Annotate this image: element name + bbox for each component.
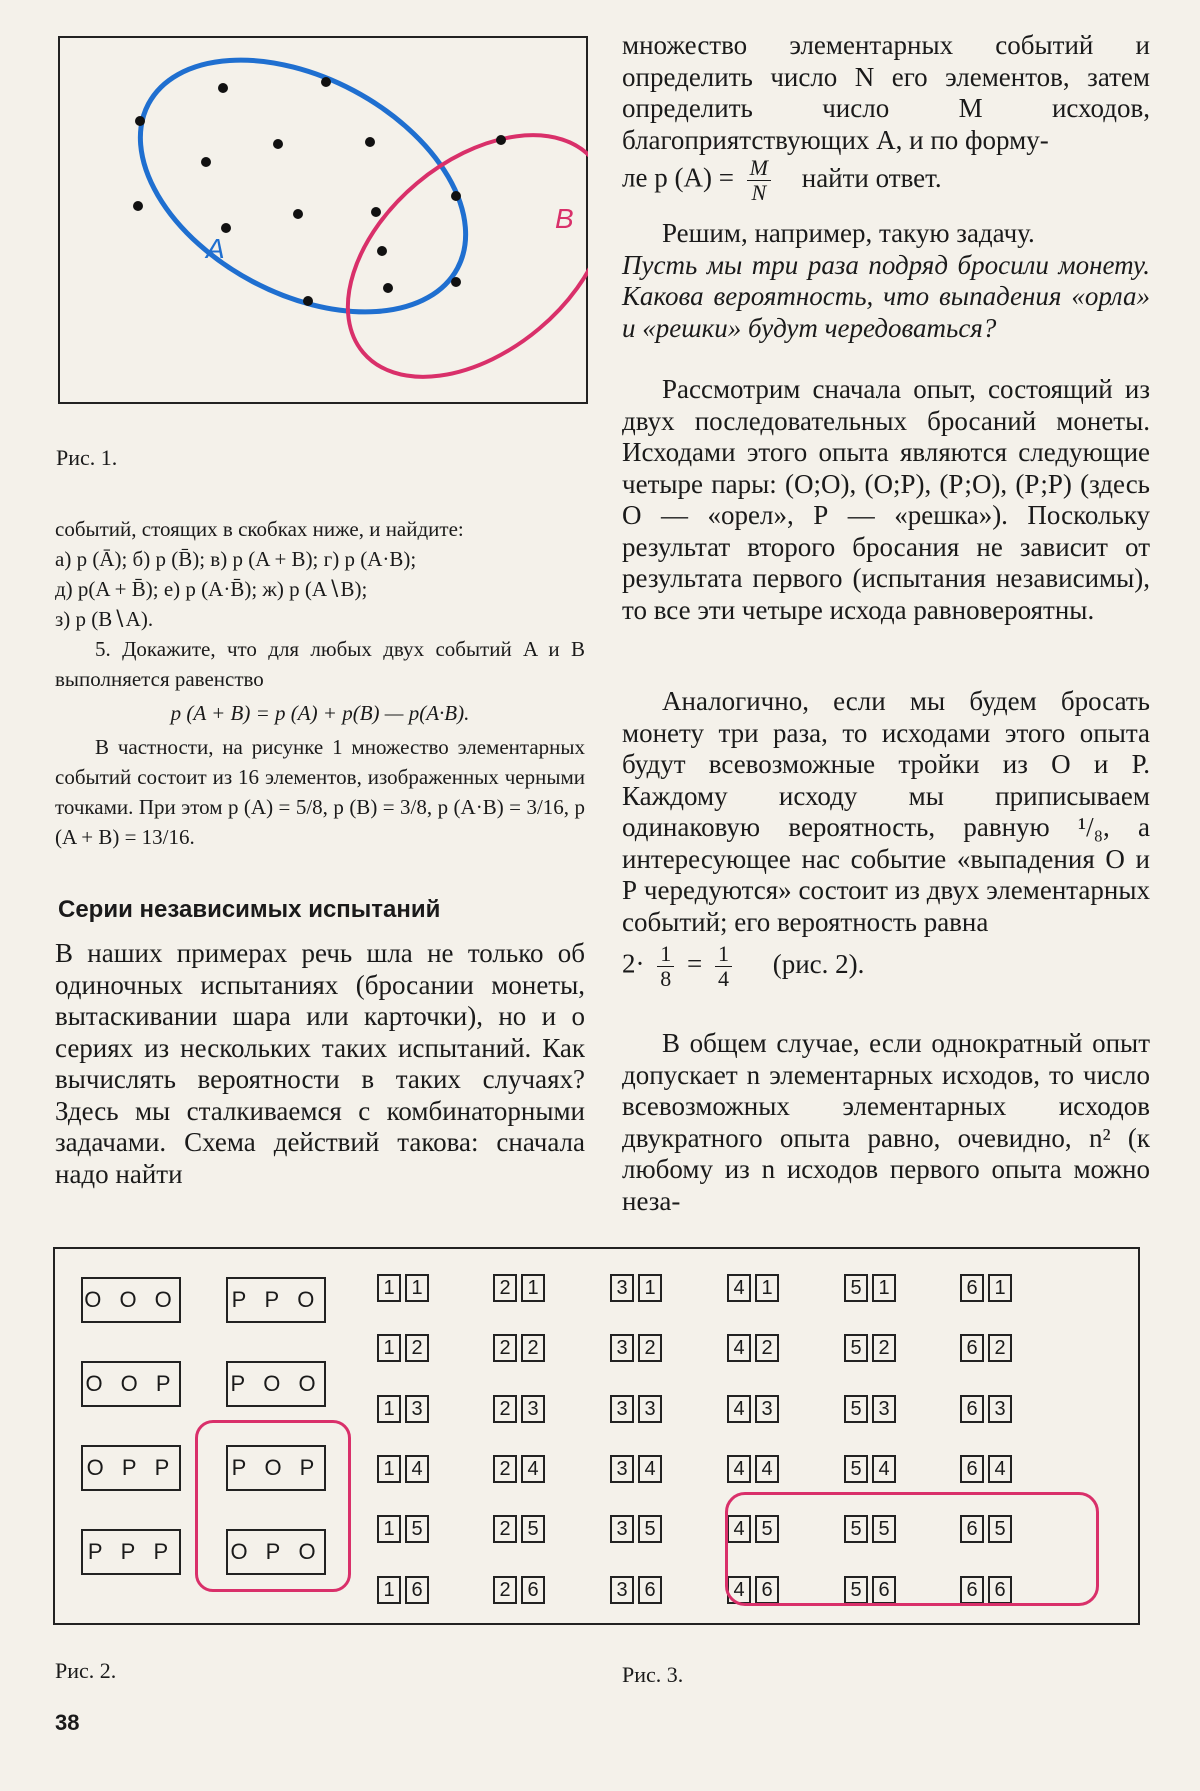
die-first: 1 [377,1576,401,1604]
dice-pair [493,1274,545,1302]
die-first: 3 [610,1515,634,1543]
event-dot [201,157,211,167]
die-second: 6 [405,1576,429,1604]
paragraph: множество элементарных событий и определить число N его элементов, затем определить число M исходов, благоприятствующих A, и по форму- [622,30,1150,155]
dice-pair [493,1515,545,1543]
alternating-outcomes-highlight [195,1420,351,1592]
figure-1-caption: Рис. 1. [56,445,118,470]
venn-frame [59,37,587,403]
die-second: 4 [521,1455,545,1483]
dice-pair [960,1334,1012,1362]
die-first: 5 [844,1515,868,1543]
dice-pair [844,1334,896,1362]
die-first: 6 [960,1576,984,1604]
formula-text: 2· [622,948,645,979]
die-second: 4 [988,1455,1012,1483]
die-first: 4 [727,1455,751,1483]
die-first: 4 [727,1274,751,1302]
die-first: 2 [493,1274,517,1302]
die-first: 4 [727,1515,751,1543]
die-second: 5 [872,1515,896,1543]
exercise-line: д) p(A + B̄); е) p (A·B̄); ж) p (A∖B); [55,577,368,601]
figure-2-caption: Рис. 2. [55,1658,117,1683]
paragraph: В наших примерах речь шла не только об одиночных испытаниях (бросании монеты, вытаскивании шара или карточки), но и о сериях из нескольких таких испытаний. Как вычислять вероятности в таких случаях? Здесь мы сталкиваемся с комбинаторными задачами. Схема действий такова: сначала надо найти [55,938,585,1189]
event-dot [496,135,506,145]
die-second: 4 [872,1455,896,1483]
die-first: 6 [960,1334,984,1362]
event-dot [273,139,283,149]
die-second: 1 [521,1274,545,1302]
die-first: 6 [960,1515,984,1543]
die-first: 3 [610,1455,634,1483]
die-first: 3 [610,1334,634,1362]
dice-pair [493,1576,545,1604]
die-first: 1 [377,1455,401,1483]
triple-box: О Р О [226,1529,326,1575]
dice-pair [493,1395,545,1423]
exercise-block [55,514,585,852]
event-dot [321,77,331,87]
right-paragraph-3 [622,374,1150,626]
event-dot [221,223,231,233]
paragraph: Решим, например, такую задачу. [662,218,1035,248]
die-second: 4 [405,1455,429,1483]
die-second: 4 [638,1455,662,1483]
fraction-numerator: M [747,156,771,181]
die-second: 2 [988,1334,1012,1362]
dice-pair [610,1274,662,1302]
die-second: 2 [872,1334,896,1362]
die-first: 2 [493,1395,517,1423]
event-dot [451,277,461,287]
event-dot [451,191,461,201]
fraction-m-n [747,156,771,205]
die-second: 5 [405,1515,429,1543]
die-first: 3 [610,1576,634,1604]
formula-text: ле p (A) = [622,162,734,193]
triple-box: Р О Р [226,1445,326,1491]
die-second: 3 [755,1395,779,1423]
formula-tail: найти ответ. [801,162,942,193]
figures-2-3-frame [53,1247,1140,1625]
dice-pair [493,1334,545,1362]
die-first: 2 [493,1455,517,1483]
event-dot [303,296,313,306]
exercise-line: а) p (Ā); б) p (B̄); в) p (A + B); г) p (A·B); [55,547,417,571]
die-second: 6 [638,1576,662,1604]
dice-pair [727,1334,779,1362]
die-second: 1 [405,1274,429,1302]
event-dot [293,209,303,219]
exercise-line: з) p (B∖A). [55,607,154,631]
fraction-1-4 [715,942,732,991]
die-first: 4 [727,1576,751,1604]
die-first: 6 [960,1395,984,1423]
die-second: 2 [521,1334,545,1362]
event-dot [377,246,387,256]
die-first: 1 [377,1334,401,1362]
event-dot [383,283,393,293]
dice-pair [610,1334,662,1362]
die-first: 6 [960,1455,984,1483]
die-second: 5 [638,1515,662,1543]
die-second: 3 [638,1395,662,1423]
triple-box: О О О [81,1277,181,1323]
paragraph: Рассмотрим сначала опыт, состоящий из двух последовательных бросаний монеты. Исходами этого опыта являются следующие четыре пары: (О;О), (О;Р), (Р;О), (Р;Р) (здесь О — «орел», Р — «решка»). Поскольку результат второго бросания не зависит от результата первого (испытания независимы), то все эти четыре исхода равновероятны. [622,374,1150,625]
die-first: 1 [377,1515,401,1543]
die-second: 6 [521,1576,545,1604]
die-second: 4 [755,1455,779,1483]
right-paragraph-5 [622,1028,1150,1217]
die-first: 1 [377,1395,401,1423]
set-a-label: A [206,233,225,264]
die-first: 5 [844,1395,868,1423]
die-first: 2 [493,1334,517,1362]
die-second: 2 [755,1334,779,1362]
set-b-label: B [555,203,574,234]
dice-pair [610,1576,662,1604]
die-first: 2 [493,1515,517,1543]
dice-pair [844,1455,896,1483]
fraction-numerator: 1 [715,942,732,967]
exercise-formula: p (A + B) = p (A) + p(B) — p(A·B). [170,701,470,725]
dice-pair [960,1274,1012,1302]
fraction-denominator: 8 [660,966,672,991]
event-dot [365,137,375,147]
die-second: 3 [405,1395,429,1423]
paragraph: Аналогично, если мы будем бросать монету три раза, то исходами этого опыта будут всевозможные тройки из О и Р. Каждому исходу мы приписываем одинаковую вероятность, равную ¹/₈, а интересующее нас событие «выпадения О и Р чередуются» состоит из двух элементарных событий; его вероятность равна [622,686,1150,937]
venn-diagram [58,36,588,404]
dice-pair [610,1515,662,1543]
favorable-pairs-highlight [725,1492,1099,1606]
dice-pair [727,1455,779,1483]
figure-reference: (рис. 2). [772,948,865,979]
fraction-denominator: N [751,180,767,205]
event-dot [133,201,143,211]
die-second: 3 [872,1395,896,1423]
formula-line [622,942,1150,991]
dice-pair [844,1395,896,1423]
dice-pair [960,1395,1012,1423]
die-first: 2 [493,1576,517,1604]
figure-3-caption: Рис. 3. [622,1662,684,1687]
left-column-text [55,938,585,1190]
fraction-denominator: 4 [717,966,729,991]
dice-pair [727,1274,779,1302]
triple-box: Р Р Р [81,1529,181,1575]
die-first: 4 [727,1334,751,1362]
triple-box: О О Р [81,1361,181,1407]
event-dot [218,83,228,93]
die-second: 6 [755,1576,779,1604]
right-paragraph-2 [622,218,1150,344]
right-paragraph-4 [622,686,1150,991]
dice-pair [844,1274,896,1302]
event-dot [371,207,381,217]
exercise-line: событий, стоящих в скобках ниже, и найдите: [55,517,464,541]
die-second: 3 [521,1395,545,1423]
die-first: 6 [960,1274,984,1302]
dice-pair [610,1455,662,1483]
triple-box: Р Р О [226,1277,326,1323]
paragraph: В общем случае, если однократный опыт допускает n элементарных исходов, то число всевозможных элементарных исходов двукратного опыта равно, очевидно, n² (к любому из n исходов первого опыта можно неза- [622,1028,1150,1216]
die-second: 5 [521,1515,545,1543]
fraction-numerator: 1 [657,942,674,967]
event-dot [135,116,145,126]
dice-pair [610,1395,662,1423]
die-first: 5 [844,1274,868,1302]
die-second: 1 [755,1274,779,1302]
right-paragraph-1 [622,30,1150,205]
section-title: Серии независимых испытаний [58,896,441,923]
die-second: 1 [872,1274,896,1302]
dice-pair [377,1395,429,1423]
die-second: 2 [405,1334,429,1362]
die-first: 4 [727,1395,751,1423]
die-first: 5 [844,1334,868,1362]
exercise-note: В частности, на рисунке 1 множество элементарных событий состоит из 16 элементов, изображенных черными точками. При этом p (A) = 5/8, p (B) = 3/8, p (A·B) = 3/16, p (A + B) = 13/16. [55,735,585,849]
dice-pair [377,1274,429,1302]
die-second: 6 [988,1576,1012,1604]
dice-pair [377,1334,429,1362]
die-second: 2 [638,1334,662,1362]
dice-pair [377,1515,429,1543]
die-second: 5 [755,1515,779,1543]
die-second: 3 [988,1395,1012,1423]
die-first: 5 [844,1455,868,1483]
dice-pair [377,1455,429,1483]
die-second: 6 [872,1576,896,1604]
die-second: 1 [988,1274,1012,1302]
die-second: 5 [988,1515,1012,1543]
dice-pair [377,1576,429,1604]
dice-pair [960,1455,1012,1483]
formula-line [622,156,1150,205]
page-number: 38 [55,1710,80,1735]
die-first: 3 [610,1274,634,1302]
die-first: 5 [844,1576,868,1604]
die-first: 3 [610,1395,634,1423]
exercise-5: 5. Докажите, что для любых двух событий A и B выполняется равенство [55,637,585,691]
triple-box: Р О О [226,1361,326,1407]
die-second: 1 [638,1274,662,1302]
dice-pair [727,1395,779,1423]
fraction-1-8 [657,942,674,991]
triple-box: О Р Р [81,1445,181,1491]
die-first: 1 [377,1274,401,1302]
equals-sign: = [687,948,703,979]
dice-pair [493,1455,545,1483]
problem-statement: Пусть мы три раза подряд бросили монету. Какова вероятность, что выпадения «орла» и «решки» будут чередоваться? [622,249,1150,343]
